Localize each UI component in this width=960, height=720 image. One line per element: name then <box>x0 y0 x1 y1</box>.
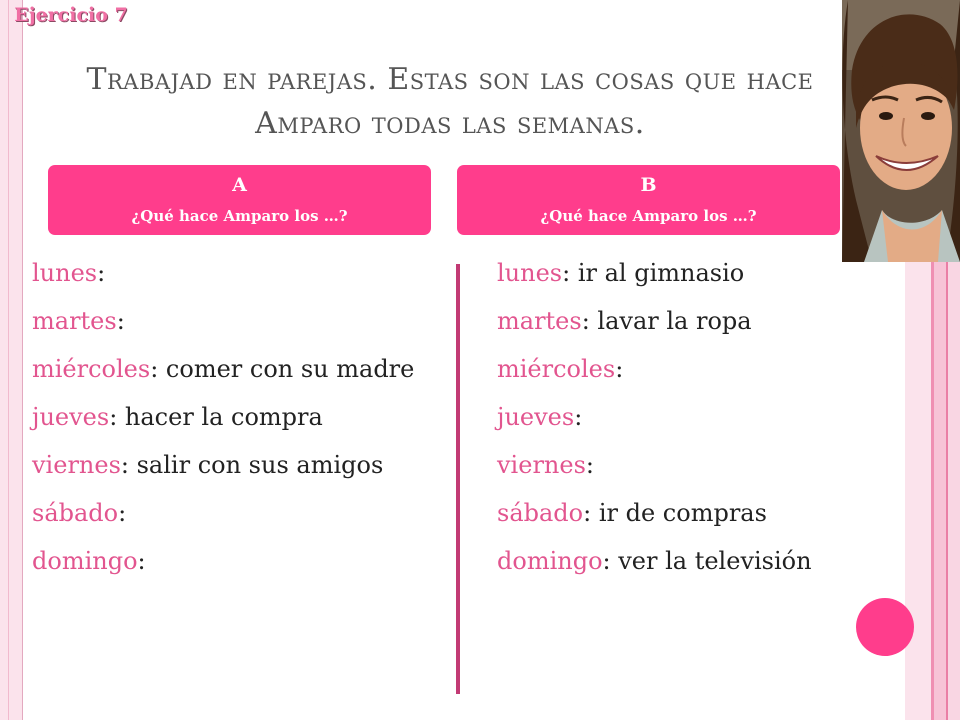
day-label: viernes <box>497 451 586 479</box>
list-item: sábado: ir de compras <box>497 499 767 527</box>
list-item: lunes: ir al gimnasio <box>497 259 745 287</box>
left-decorative-border <box>0 0 23 720</box>
exercise-label: Ejercicio 7 <box>14 4 128 26</box>
day-label: viernes <box>32 451 121 479</box>
activity-text: ir de compras <box>598 499 767 527</box>
list-item: sábado: <box>32 499 127 527</box>
decorative-circle <box>856 598 914 656</box>
day-label: sábado <box>32 499 119 527</box>
day-label: lunes <box>497 259 563 287</box>
day-label: domingo <box>32 547 138 575</box>
column-b-list <box>497 258 902 594</box>
activity-text: ir al gimnasio <box>577 259 745 287</box>
list-item: miércoles: comer con su madre <box>32 355 415 383</box>
day-label: domingo <box>497 547 603 575</box>
day-label: jueves <box>497 403 575 431</box>
list-item: jueves: <box>497 403 583 431</box>
column-b-letter: B <box>640 174 657 196</box>
day-label: jueves <box>32 403 110 431</box>
activity-text: salir con sus amigos <box>136 451 384 479</box>
list-item: domingo: <box>32 547 146 575</box>
activity-text: hacer la compra <box>124 403 323 431</box>
list-item: domingo: ver la televisión <box>497 547 812 575</box>
day-label: lunes <box>32 259 98 287</box>
day-label: miércoles <box>497 355 616 383</box>
day-label: martes <box>497 307 582 335</box>
list-item: viernes: salir con sus amigos <box>32 451 384 479</box>
column-a-header <box>48 165 431 235</box>
page-title: Trabajad en parejas. Estas son las cosas que hace Amparo todas las semanas. <box>86 62 814 141</box>
day-label: sábado <box>497 499 584 527</box>
day-label: martes <box>32 307 117 335</box>
column-b-question: ¿Qué hace Amparo los …? <box>540 207 757 225</box>
column-a-letter: A <box>232 174 247 196</box>
list-item: martes: lavar la ropa <box>497 307 752 335</box>
column-divider <box>456 264 460 694</box>
column-a-question: ¿Qué hace Amparo los …? <box>131 207 348 225</box>
list-item: jueves: hacer la compra <box>32 403 323 431</box>
day-label: miércoles <box>32 355 151 383</box>
column-b-header <box>457 165 840 235</box>
activity-text: lavar la ropa <box>597 307 752 335</box>
column-a-list <box>32 258 457 594</box>
list-item: lunes: <box>32 259 106 287</box>
list-item: viernes: <box>497 451 594 479</box>
list-item: martes: <box>32 307 125 335</box>
activity-text: comer con su madre <box>165 355 415 383</box>
list-item: miércoles: <box>497 355 624 383</box>
activity-text: ver la televisión <box>618 547 812 575</box>
